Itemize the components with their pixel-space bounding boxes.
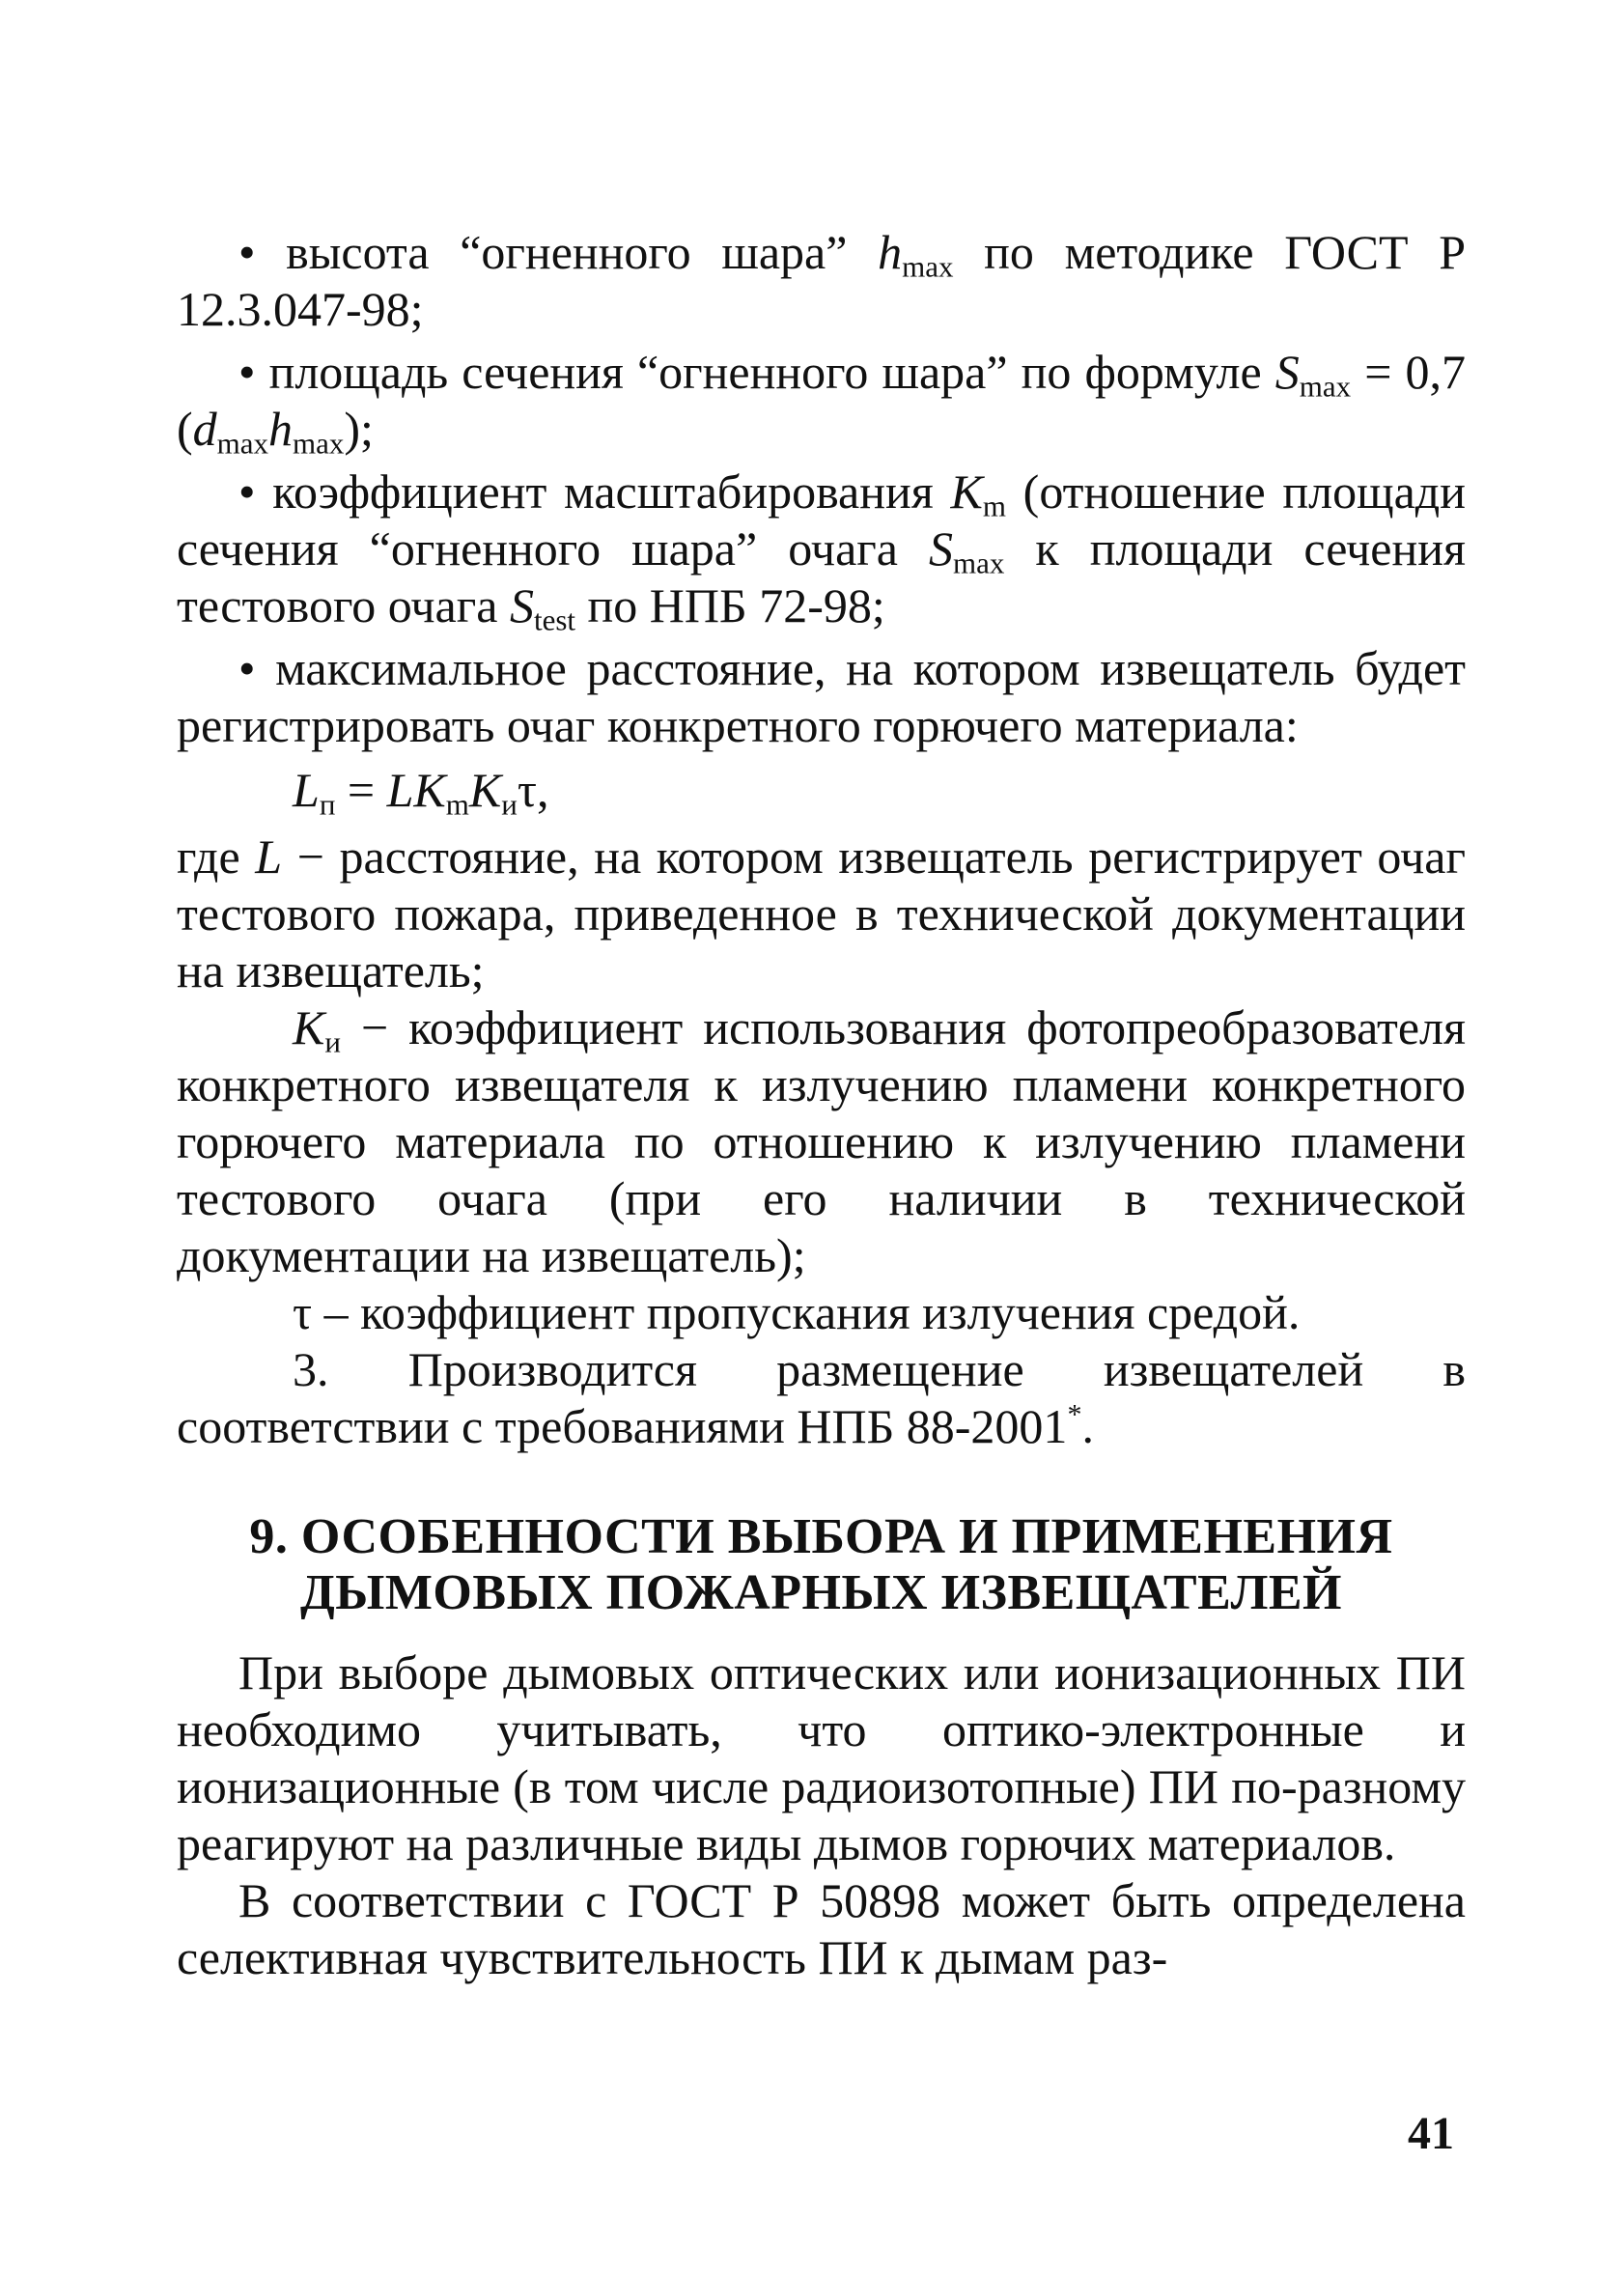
variable-s: S: [509, 578, 534, 632]
definition-tau: τ – коэффициент пропускания излучения средой.: [293, 1285, 1301, 1339]
subscript-i: и: [324, 1025, 341, 1059]
variable-k: K: [950, 464, 983, 519]
text-fragment: − расстояние, на котором извещатель регистрирует очаг тестового пожара, приведенное в технической документации на извещатель;: [177, 829, 1466, 997]
bullet-fireball-height: [177, 224, 1466, 338]
text-fragment: • высота “огненного шара”: [238, 225, 879, 279]
subscript-m: m: [982, 489, 1006, 523]
text-fragment: (отношение площади сечения “огненного шара” очага: [177, 464, 1466, 576]
document-body: [177, 224, 1466, 1986]
bullet-fireball-section-area: [177, 344, 1467, 461]
subscript-max: max: [293, 426, 345, 461]
text-fragment: − коэффициент использования фотопреобразователя конкретного извещателя к излучению пламени конкретного горючего материала по отношению к излучению пламени тестового очага (при его наличии в технической документации на извещатель);: [177, 1000, 1466, 1282]
page-number: 41: [1408, 2108, 1454, 2159]
subscript-p: п: [319, 787, 336, 822]
text-fragment: где: [177, 829, 256, 884]
paragraph-gost: В соответствии с ГОСТ Р 50898 может быть определена селективная чувствительность ПИ к дымам раз-: [177, 1873, 1466, 1984]
formula-distance: [177, 762, 1466, 822]
text-fragment: по методике ГОСТ Р 12.3.047-98;: [177, 225, 1467, 336]
subscript-m: m: [445, 787, 469, 822]
heading-line-1: 9. ОСОБЕННОСТИ ВЫБОРА И ПРИМЕНЕНИЯ: [249, 1509, 1393, 1564]
variable-l: L: [293, 763, 320, 817]
text-fragment: • площадь сечения “огненного шара” по формуле: [238, 345, 1275, 399]
section-heading: [177, 1509, 1466, 1621]
equals-sign: =: [335, 763, 387, 817]
subscript-max: max: [1299, 369, 1352, 404]
variable-tau: τ,: [517, 763, 549, 817]
text-fragment: 3. Производится размещение извещателей в соответствии с требованиями НПБ 88-2001: [177, 1342, 1466, 1453]
item-3: [177, 1341, 1466, 1455]
variable-k: K: [293, 1000, 325, 1054]
heading-line-2: ДЫМОВЫХ ПОЖАРНЫХ ИЗВЕЩАТЕЛЕЙ: [300, 1565, 1342, 1620]
footnote-mark: *: [1067, 1398, 1082, 1431]
variable-s: S: [929, 521, 954, 576]
text-fragment: по НПБ 72-98;: [575, 578, 885, 632]
variable-h: h: [268, 402, 294, 456]
text-fragment: • коэффициент масштабирования: [238, 464, 951, 519]
bullet-scaling-coefficient: [177, 463, 1466, 637]
text-fragment: .: [1081, 1399, 1094, 1453]
bullet-max-distance: • максимальное расстояние, на котором извещатель будет регистрировать очаг конкретного горючего материала:: [177, 641, 1466, 752]
paragraph-smoke-detectors: При выборе дымовых оптических или ионизационных ПИ необходимо учитывать, что оптико-электронные и ионизационные (в том числе радиоизотопные) ПИ по-разному реагируют на различные виды дымов горючих материалов.: [177, 1645, 1466, 1870]
subscript-max: max: [902, 249, 954, 284]
text-fragment: );: [344, 402, 374, 456]
definition-ki: [177, 999, 1466, 1284]
variable-d: d: [192, 402, 217, 456]
subscript-i: и: [501, 787, 518, 822]
variable-lk: LK: [386, 763, 446, 817]
variable-k: K: [468, 763, 502, 817]
subscript-test: test: [533, 603, 576, 637]
subscript-max: max: [216, 426, 269, 461]
variable-s: S: [1274, 345, 1300, 399]
subscript-max: max: [953, 546, 1005, 580]
definition-l: [177, 829, 1466, 999]
text-fragment: = 0,7 (: [177, 345, 1467, 456]
variable-h: h: [878, 225, 903, 279]
text-fragment: к площади сечения тестового очага: [177, 521, 1466, 632]
variable-l: L: [255, 829, 283, 884]
